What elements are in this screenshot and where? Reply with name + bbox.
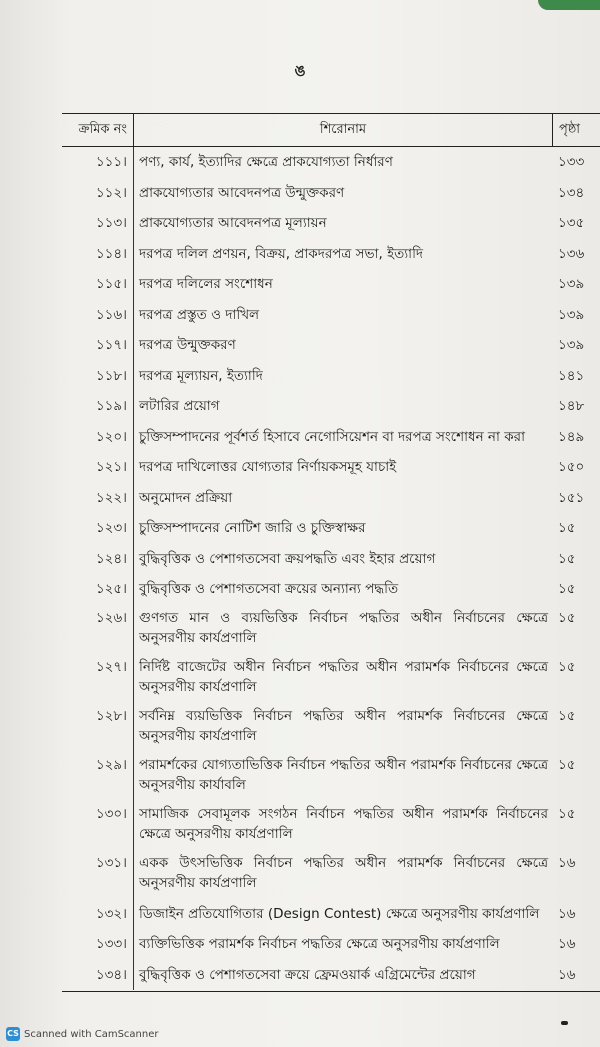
- entry-title: প্রাকযোগ্যতার আবেদনপত্র মূল্যায়ন: [133, 208, 552, 239]
- entry-serial: ১১৫।: [95, 276, 127, 293]
- entry-title: সামাজিক সেবামূলক সংগঠন নির্বাচন পদ্ধতির অধীন পরামর্শক নির্বাচনের ক্ষেত্রে অনুসরণীয় কার্যপ্রণালি: [133, 801, 552, 850]
- contents-table: [62, 113, 600, 992]
- entry-page: ১৫: [558, 707, 576, 724]
- entry-page: ১৩৬: [558, 245, 585, 262]
- entry-serial: ১২৬।: [95, 609, 127, 626]
- entry-page: ১৪৮: [558, 398, 585, 415]
- table-row: [62, 654, 600, 703]
- entry-page: ১৩৩: [558, 154, 585, 171]
- entry-title: দরপত্র প্রস্তুত ও দাখিল: [133, 300, 552, 331]
- table-row: [62, 147, 600, 178]
- entry-page: ১৫১: [558, 489, 585, 506]
- entry-serial: ১২১।: [95, 459, 127, 476]
- entry-page: ১৫: [558, 609, 576, 626]
- entry-title: সর্বনিম্ন ব্যয়ভিত্তিক নির্বাচন পদ্ধতির অধীন পরামর্শক নির্বাচনের ক্ষেত্রে অনুসরণীয় কার্যপ্রণালি: [133, 703, 552, 752]
- table-row: [62, 239, 600, 270]
- table-row: [62, 208, 600, 239]
- page-number: ঙ: [294, 62, 306, 80]
- table-row: [62, 330, 600, 361]
- entry-page: ১৪১: [558, 367, 585, 384]
- entry-serial: ১১৮।: [95, 367, 127, 384]
- entry-page: ১৫০: [558, 459, 585, 476]
- entry-serial: ১২৯।: [95, 756, 127, 773]
- camscanner-icon: CS: [6, 1027, 20, 1041]
- header-title: শিরোনাম: [133, 114, 552, 146]
- table-row: [62, 703, 600, 752]
- table-row: [62, 801, 600, 850]
- entry-serial: ১২০।: [95, 428, 127, 445]
- entry-serial: ১৩১।: [95, 854, 127, 871]
- table-row: [62, 850, 600, 899]
- cover-edge-decoration: [538, 0, 600, 10]
- entry-title: প্রাকযোগ্যতার আবেদনপত্র উন্মুক্তকরণ: [133, 178, 552, 209]
- entry-page: ১৫: [558, 550, 576, 567]
- table-header: [62, 113, 600, 147]
- table-row: [62, 513, 600, 544]
- entry-title: ডিজাইন প্রতিযোগিতার (Design Contest) ক্ষেত্রে অনুসরণীয় কার্যপ্রণালি: [133, 899, 552, 930]
- entry-page: ১৬: [558, 854, 576, 871]
- table-row: [62, 452, 600, 483]
- entry-title: বুদ্ধিবৃত্তিক ও পেশাগতসেবা ক্রয়ের অন্যান্য পদ্ধতি: [133, 574, 552, 605]
- entry-title: বুদ্ধিবৃত্তিক ও পেশাগতসেবা ক্রয়পদ্ধতি এবং ইহার প্রয়োগ: [133, 544, 552, 575]
- entry-serial: ১২৪।: [95, 550, 127, 567]
- table-row: [62, 178, 600, 209]
- entry-title: লটারির প্রয়োগ: [133, 391, 552, 422]
- table-row: [62, 300, 600, 331]
- entry-page: ১৫: [558, 756, 576, 773]
- entry-serial: ১১৩।: [95, 215, 127, 232]
- entry-serial: ১৩৩।: [95, 936, 127, 953]
- entry-title: একক উৎসভিত্তিক নির্বাচন পদ্ধতির অধীন পরামর্শক নির্বাচনের ক্ষেত্রে অনুসরণীয় কার্যপ্রণালি: [133, 850, 552, 899]
- entry-serial: ১৩২।: [95, 905, 127, 922]
- table-bottom-rule: [62, 991, 600, 992]
- entry-title: গুণগত মান ও ব্যয়ভিত্তিক নির্বাচন পদ্ধতির অধীন নির্বাচনের ক্ষেত্রে অনুসরণীয় কার্যপ্রণালি: [133, 605, 552, 654]
- entry-page: ১৫: [558, 581, 576, 598]
- table-row: [62, 960, 600, 991]
- table-row: [62, 361, 600, 392]
- entry-page: ১৩৪: [558, 184, 585, 201]
- entry-title: দরপত্র মূল্যায়ন, ইত্যাদি: [133, 361, 552, 392]
- entry-page: ১৩৯: [558, 306, 585, 323]
- table-row: [62, 752, 600, 801]
- entry-serial: ১২৫।: [95, 581, 127, 598]
- table-row: [62, 605, 600, 654]
- entry-title: চুক্তিসম্পাদনের পূর্বশর্ত হিসাবে নেগোসিয়েশন বা দরপত্র সংশোধন না করা: [133, 422, 552, 453]
- table-row: [62, 899, 600, 930]
- entry-title: দরপত্র দাখিলোত্তর যোগ্যতার নির্ণায়কসমূহ যাচাই: [133, 452, 552, 483]
- entry-title: পরামর্শকের যোগ্যতাভিত্তিক নির্বাচন পদ্ধতির অধীন পরামর্শক নির্বাচনের ক্ষেত্রে অনুসরণীয় কার্যাবলি: [133, 752, 552, 801]
- entry-serial: ১১১।: [95, 154, 127, 171]
- entry-page: ১৩৯: [558, 276, 585, 293]
- entry-title: অনুমোদন প্রক্রিয়া: [133, 483, 552, 514]
- entry-serial: ১১৭।: [95, 337, 127, 354]
- entry-page: ১৬: [558, 936, 576, 953]
- entry-serial: ১২৮।: [95, 707, 127, 724]
- entry-title: দরপত্র উন্মুক্তকরণ: [133, 330, 552, 361]
- ink-mark: [561, 1021, 568, 1025]
- entry-serial: ১১৬।: [95, 306, 127, 323]
- table-row: [62, 483, 600, 514]
- entry-page: ১৫: [558, 520, 576, 537]
- entry-serial: ১১২।: [95, 184, 127, 201]
- entry-serial: ১২২।: [95, 489, 127, 506]
- table-row: [62, 391, 600, 422]
- header-page: পৃষ্ঠা: [552, 114, 600, 146]
- entry-title: ব্যক্তিভিত্তিক পরামর্শক নির্বাচন পদ্ধতির ক্ষেত্রে অনুসরণীয় কার্যপ্রণালি: [133, 929, 552, 960]
- table-row: [62, 269, 600, 300]
- watermark-text: Scanned with CamScanner: [24, 1028, 159, 1040]
- table-row: [62, 422, 600, 453]
- entry-title: বুদ্ধিবৃত্তিক ও পেশাগতসেবা ক্রয়ে ফ্রেমওয়ার্ক এগ্রিমেন্টের প্রয়োগ: [133, 960, 552, 991]
- entry-title: দরপত্র দলিলের সংশোধন: [133, 269, 552, 300]
- scanner-watermark: [6, 1027, 159, 1041]
- header-serial: ক্রমিক নং: [78, 122, 127, 137]
- entry-title: চুক্তিসম্পাদনের নোটিশ জারি ও চুক্তিস্বাক্ষর: [133, 513, 552, 544]
- table-body: [62, 147, 600, 990]
- entry-page: ১৩৯: [558, 337, 585, 354]
- entry-title: পণ্য, কার্য, ইত্যাদির ক্ষেত্রে প্রাকযোগ্যতা নির্ধারণ: [133, 147, 552, 178]
- table-row: [62, 929, 600, 960]
- entry-page: ১৩৫: [558, 215, 585, 232]
- table-row: [62, 544, 600, 575]
- entry-page: ১৫: [558, 658, 576, 675]
- entry-title: দরপত্র দলিল প্রণয়ন, বিক্রয়, প্রাকদরপত্র সভা, ইত্যাদি: [133, 239, 552, 270]
- entry-serial: ১১৪।: [95, 245, 127, 262]
- entry-page: ১৬: [558, 905, 576, 922]
- entry-serial: ১৩০।: [95, 805, 127, 822]
- table-row: [62, 574, 600, 605]
- entry-serial: ১২৩।: [95, 520, 127, 537]
- entry-serial: ১২৭।: [95, 658, 127, 675]
- entry-serial: ১৩৪।: [95, 966, 127, 983]
- entry-page: ১৫: [558, 805, 576, 822]
- entry-serial: ১১৯।: [95, 398, 127, 415]
- entry-page: ১৬: [558, 966, 576, 983]
- entry-title: নির্দিষ্ট বাজেটের অধীন নির্বাচন পদ্ধতির অধীন পরামর্শক নির্বাচনের ক্ষেত্রে অনুসরণীয় কার্যপ্রণালি: [133, 654, 552, 703]
- entry-page: ১৪৯: [558, 428, 585, 445]
